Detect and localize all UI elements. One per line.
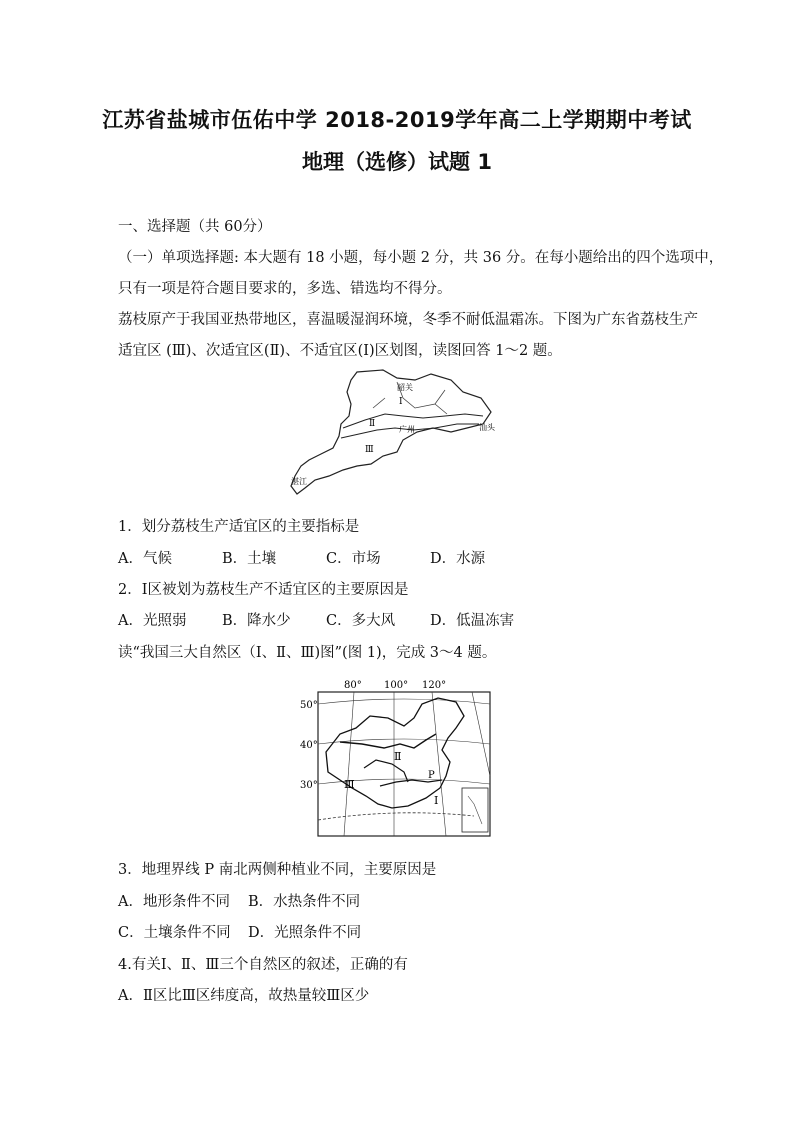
- label-shaoguan: 韶关: [397, 383, 413, 392]
- region-label-1: Ⅰ: [434, 794, 439, 807]
- question1-stem: 1．划分荔枝生产适宜区的主要指标是: [118, 519, 360, 535]
- china-natural-regions-map: [296, 676, 494, 838]
- graticule: [318, 692, 490, 836]
- boundary-region-2: [340, 734, 436, 748]
- question1-option-d: D．水源: [430, 551, 486, 567]
- question3-options-row1: [118, 892, 360, 912]
- question4-stem: 4.有关Ⅰ、Ⅱ、Ⅲ三个自然区的叙述，正确的有: [118, 957, 408, 973]
- question1-option-c: C．市场: [326, 551, 381, 567]
- label-zhanjiang: 湛江: [291, 477, 307, 486]
- label-shantou: 汕头: [479, 423, 495, 432]
- question3-option-d: D．光照条件不同: [248, 925, 362, 941]
- question2-option-d: D．低温冻害: [430, 613, 515, 629]
- question1-option-b: B．土壤: [222, 551, 277, 567]
- question1-option-a: A．气候: [118, 551, 172, 567]
- guangdong-outline: [291, 370, 491, 494]
- lon-label-120: 120°: [422, 680, 447, 691]
- question3-option-c: C．土壤条件不同: [118, 925, 231, 941]
- region-label-2: Ⅱ: [394, 750, 402, 763]
- exam-title: 江苏省盐城市伍佑中学 2018-2019学年高二上学期期中考试: [102, 108, 692, 132]
- guangdong-lychee-map: [285, 368, 500, 498]
- lon-label-80: 80°: [344, 680, 362, 691]
- map-frame: [318, 692, 490, 836]
- passage2: 读“我国三大自然区（Ⅰ、Ⅱ、Ⅲ)图”(图 1)，完成 3～4 题。: [118, 645, 497, 661]
- label-zone-2: Ⅱ: [369, 419, 376, 429]
- question2-option-a: A．光照弱: [118, 613, 187, 629]
- boundary-region-3: [364, 760, 408, 782]
- label-zone-3: Ⅲ: [365, 445, 374, 455]
- lat-label-40: 40°: [300, 740, 318, 751]
- question1-options: [118, 549, 485, 569]
- lon-label-100: 100°: [384, 680, 409, 691]
- question2-option-c: C．多大风: [326, 613, 396, 629]
- south-sea-inset-coast: [468, 796, 482, 824]
- lat-label-30: 30°: [300, 780, 318, 791]
- question3-options-row2: [118, 923, 361, 943]
- section-heading: 一、选择题（共 60分）: [118, 219, 272, 235]
- label-zone-1: Ⅰ: [399, 397, 403, 407]
- question3-stem: 3．地理界线 P 南北两侧种植业不同，主要原因是: [118, 862, 437, 878]
- region-label-p: P: [428, 770, 435, 781]
- question2-stem: 2．Ⅰ区被划为荔枝生产不适宜区的主要原因是: [118, 582, 409, 598]
- label-guangzhou: 广州: [399, 425, 415, 434]
- question2-options: [118, 611, 514, 631]
- question3-option-b: B．水热条件不同: [248, 894, 361, 910]
- south-sea-inset: [462, 788, 488, 832]
- passage1-line1: 荔枝原产于我国亚热带地区，喜温暖湿润环境，冬季不耐低温霜冻。下图为广东省荔枝生产: [118, 312, 698, 328]
- question4-option-a: A．Ⅱ区比Ⅲ区纬度高，故热量较Ⅲ区少: [118, 988, 370, 1004]
- section-intro-line2: 只有一项是符合题目要求的，多选、错选均不得分。: [118, 281, 452, 297]
- region-label-3: Ⅲ: [344, 778, 355, 791]
- lat-label-50: 50°: [300, 700, 318, 711]
- dashed-line: [318, 813, 474, 820]
- question3-option-a: A．地形条件不同: [118, 894, 230, 910]
- section-intro-line1: （一）单项选择题: 本大题有 18 小题，每小题 2 分，共 36 分。在每小题给出的四个选项中，: [118, 250, 724, 266]
- passage1-line2: 适宜区 (Ⅲ)、次适宜区(Ⅱ)、不适宜区(Ⅰ)区划图，读图回答 1～2 题。: [118, 343, 562, 359]
- question2-option-b: B．降水少: [222, 613, 291, 629]
- exam-subtitle: 地理（选修）试题 1: [302, 150, 492, 174]
